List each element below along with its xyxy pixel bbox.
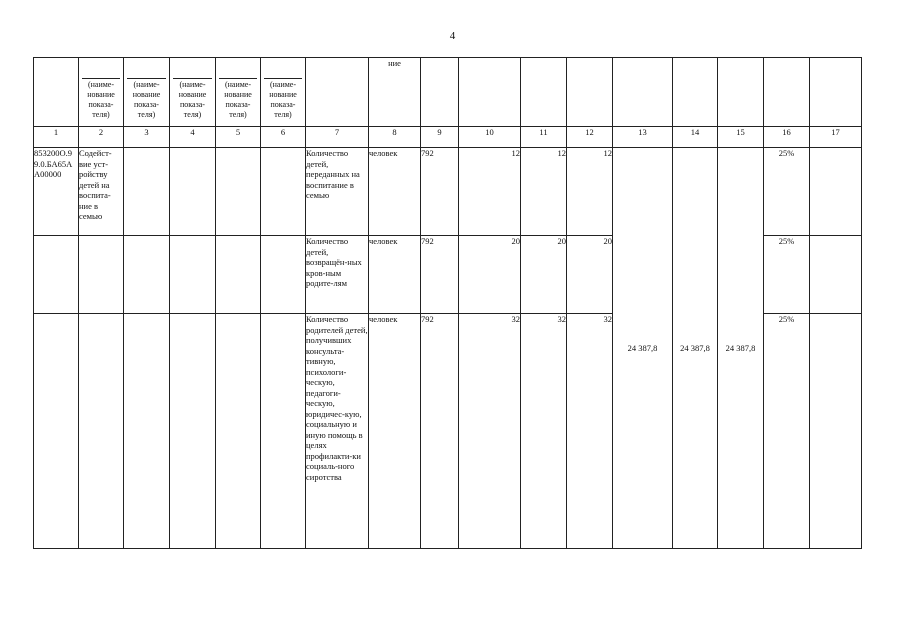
empty-cell bbox=[170, 148, 216, 236]
column-number: 14 bbox=[673, 127, 718, 148]
value-col-12: 12 bbox=[567, 148, 613, 236]
value-col-12: 32 bbox=[567, 314, 613, 549]
header-cell-7 bbox=[306, 58, 369, 127]
value-col-10: 32 bbox=[459, 314, 521, 549]
header-cell-11 bbox=[521, 58, 567, 127]
column-numbers-row bbox=[34, 127, 862, 148]
empty-cell bbox=[261, 148, 306, 236]
column-number: 2 bbox=[79, 127, 124, 148]
value-col-10: 12 bbox=[459, 148, 521, 236]
column-number: 4 bbox=[170, 127, 216, 148]
header-cell-16 bbox=[764, 58, 810, 127]
empty-cell bbox=[124, 148, 170, 236]
header-cell-1 bbox=[34, 58, 79, 127]
indicator-name-label: (наиме-нование показа-теля) bbox=[127, 78, 166, 120]
indicator-name-label: (наиме-нование показа-теля) bbox=[173, 78, 212, 120]
merged-value-col-13: 24 387,8 bbox=[613, 148, 673, 549]
okei-code: 792 bbox=[421, 314, 459, 549]
empty-cell bbox=[810, 236, 862, 314]
deviation-percent: 25% bbox=[764, 314, 810, 549]
header-row bbox=[34, 58, 862, 127]
empty-cell bbox=[170, 236, 216, 314]
empty-cell bbox=[124, 236, 170, 314]
empty-cell bbox=[216, 236, 261, 314]
header-cell-6 bbox=[261, 58, 306, 127]
column-number: 16 bbox=[764, 127, 810, 148]
header-cell-13 bbox=[613, 58, 673, 127]
header-cell-15 bbox=[718, 58, 764, 127]
header-cell-3 bbox=[124, 58, 170, 127]
header-cell-8: ние bbox=[369, 58, 421, 127]
merged-value-col-15: 24 387,8 bbox=[718, 148, 764, 549]
value-col-10: 20 bbox=[459, 236, 521, 314]
column-number: 7 bbox=[306, 127, 369, 148]
column-number: 9 bbox=[421, 127, 459, 148]
column-number: 6 bbox=[261, 127, 306, 148]
header-cell-2 bbox=[79, 58, 124, 127]
page-number: 4 bbox=[449, 30, 456, 42]
empty-cell bbox=[79, 314, 124, 549]
header-cell-9 bbox=[421, 58, 459, 127]
okei-code: 792 bbox=[421, 148, 459, 236]
deviation-percent: 25% bbox=[764, 236, 810, 314]
deviation-percent: 25% bbox=[764, 148, 810, 236]
unit-name: человек bbox=[369, 314, 421, 549]
column-number: 13 bbox=[613, 127, 673, 148]
value-col-11: 32 bbox=[521, 314, 567, 549]
table-row bbox=[34, 148, 862, 236]
empty-cell bbox=[170, 314, 216, 549]
value-col-12: 20 bbox=[567, 236, 613, 314]
header-cell-10 bbox=[459, 58, 521, 127]
empty-cell bbox=[216, 314, 261, 549]
column-number: 12 bbox=[567, 127, 613, 148]
header-cell-5 bbox=[216, 58, 261, 127]
column-number: 11 bbox=[521, 127, 567, 148]
header-cell-17 bbox=[810, 58, 862, 127]
value-col-11: 12 bbox=[521, 148, 567, 236]
indicator-name-label: (наиме-нование показа-теля) bbox=[82, 78, 120, 120]
indicator-name-label: (наиме-нование показа-теля) bbox=[219, 78, 257, 120]
indicator-name-label: (наиме-нование показа-теля) bbox=[264, 78, 302, 120]
column-number: 3 bbox=[124, 127, 170, 148]
indicator-name: Количество детей, возвращён-ных кров-ным родите-лям bbox=[306, 236, 369, 314]
header-cell-4 bbox=[170, 58, 216, 127]
unit-name: человек bbox=[369, 148, 421, 236]
indicator-name: Количество родителей детей, получивших консульта-тивную, психологи-ческую, педагоги-ческую, юридичес-кую, социальную и иную помощь в целях профилакти-ки социаль-ного сиротства bbox=[306, 314, 369, 549]
empty-cell bbox=[810, 314, 862, 549]
header-cell-14 bbox=[673, 58, 718, 127]
empty-cell bbox=[261, 236, 306, 314]
column-number: 5 bbox=[216, 127, 261, 148]
empty-cell bbox=[34, 314, 79, 549]
unit-name: человек bbox=[369, 236, 421, 314]
service-name: Содейст-вие уст-ройству детей на воспита-ние в семью bbox=[79, 148, 124, 236]
empty-cell bbox=[810, 148, 862, 236]
empty-cell bbox=[124, 314, 170, 549]
column-number: 10 bbox=[459, 127, 521, 148]
empty-cell bbox=[79, 236, 124, 314]
header-cell-12 bbox=[567, 58, 613, 127]
empty-cell bbox=[34, 236, 79, 314]
column-number: 15 bbox=[718, 127, 764, 148]
value-col-11: 20 bbox=[521, 236, 567, 314]
column-number: 17 bbox=[810, 127, 862, 148]
registry-code: 853200О.99.0.БА65АА00000 bbox=[34, 148, 79, 236]
column-number: 8 bbox=[369, 127, 421, 148]
okei-code: 792 bbox=[421, 236, 459, 314]
merged-value-col-14: 24 387,8 bbox=[673, 148, 718, 549]
empty-cell bbox=[216, 148, 261, 236]
service-indicators-table bbox=[33, 57, 862, 549]
indicator-name: Количество детей, переданных на воспитание в семью bbox=[306, 148, 369, 236]
empty-cell bbox=[261, 314, 306, 549]
column-number: 1 bbox=[34, 127, 79, 148]
